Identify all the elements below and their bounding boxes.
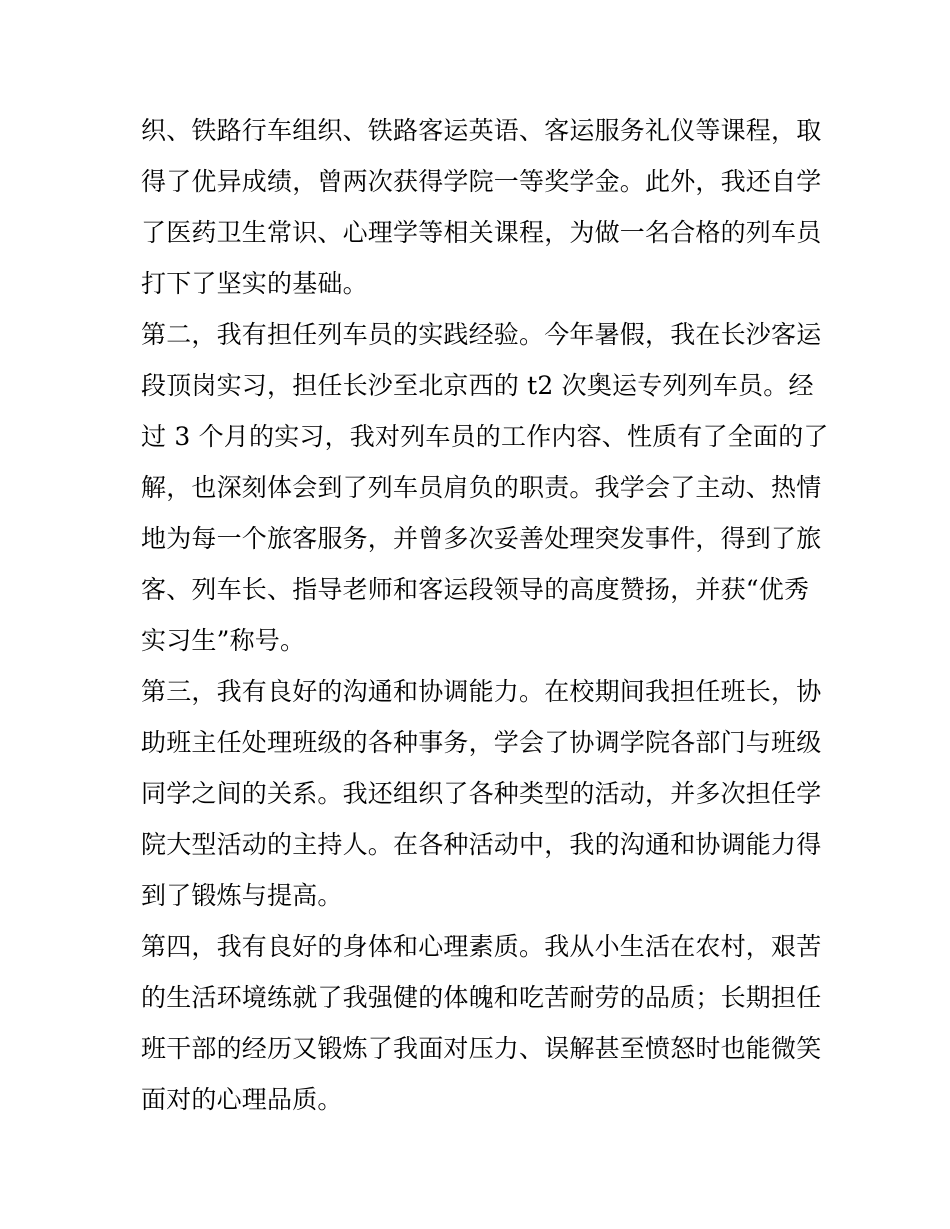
paragraph-study [141,105,822,309]
text-line: 助班主任处理班级的各种事务，学会了协调学院各部门与班级 [141,728,822,757]
paragraph-practice [141,309,829,666]
text-line: 第二，我有担任列车员的实践经验。今年暑假，我在长沙客运 [141,320,822,349]
text-line: 了医药卫生常识、心理学等相关课程，为做一名合格的列车员 [141,218,822,247]
text-line: 实习生”称号。 [141,626,306,655]
text-line: 第三，我有良好的沟通和协调能力。在校期间我担任班长，协 [141,677,822,706]
text-line: 得了优异成绩，曾两次获得学院一等奖学金。此外，我还自学 [141,167,822,196]
text-line: 面对的心理品质。 [141,1085,343,1114]
text-line: 院大型活动的主持人。在各种活动中，我的沟通和协调能力得 [141,830,822,859]
text-line: 第四，我有良好的身体和心理素质。我从小生活在农村，艰苦 [141,932,822,961]
text-line: 到了锻炼与提高。 [141,881,343,910]
text-line: 解，也深刻体会到了列车员肩负的职责。我学会了主动、热情 [141,473,822,502]
text-line: 打下了坚实的基础。 [141,269,368,298]
document-body [141,105,829,1125]
text-line: 客、列车长、指导老师和客运段领导的高度赞扬，并获“优秀 [141,575,810,604]
text-line: 班干部的经历又锻炼了我面对压力、误解甚至愤怒时也能微笑 [141,1034,822,1063]
text-line: 织、铁路行车组织、铁路客运英语、客运服务礼仪等课程，取 [141,116,822,145]
paragraph-quality [141,921,822,1125]
text-line: 段顶岗实习，担任长沙至北京西的 t2 次奥运专列列车员。经 [141,371,814,400]
text-line: 地为每一个旅客服务，并曾多次妥善处理突发事件，得到了旅 [141,524,822,553]
text-line: 同学之间的关系。我还组织了各种类型的活动，并多次担任学 [141,779,822,808]
text-line: 的生活环境练就了我强健的体魄和吃苦耐劳的品质；长期担任 [141,983,822,1012]
paragraph-communication [141,666,822,921]
text-line: 过 3 个月的实习，我对列车员的工作内容、性质有了全面的了 [141,422,829,451]
